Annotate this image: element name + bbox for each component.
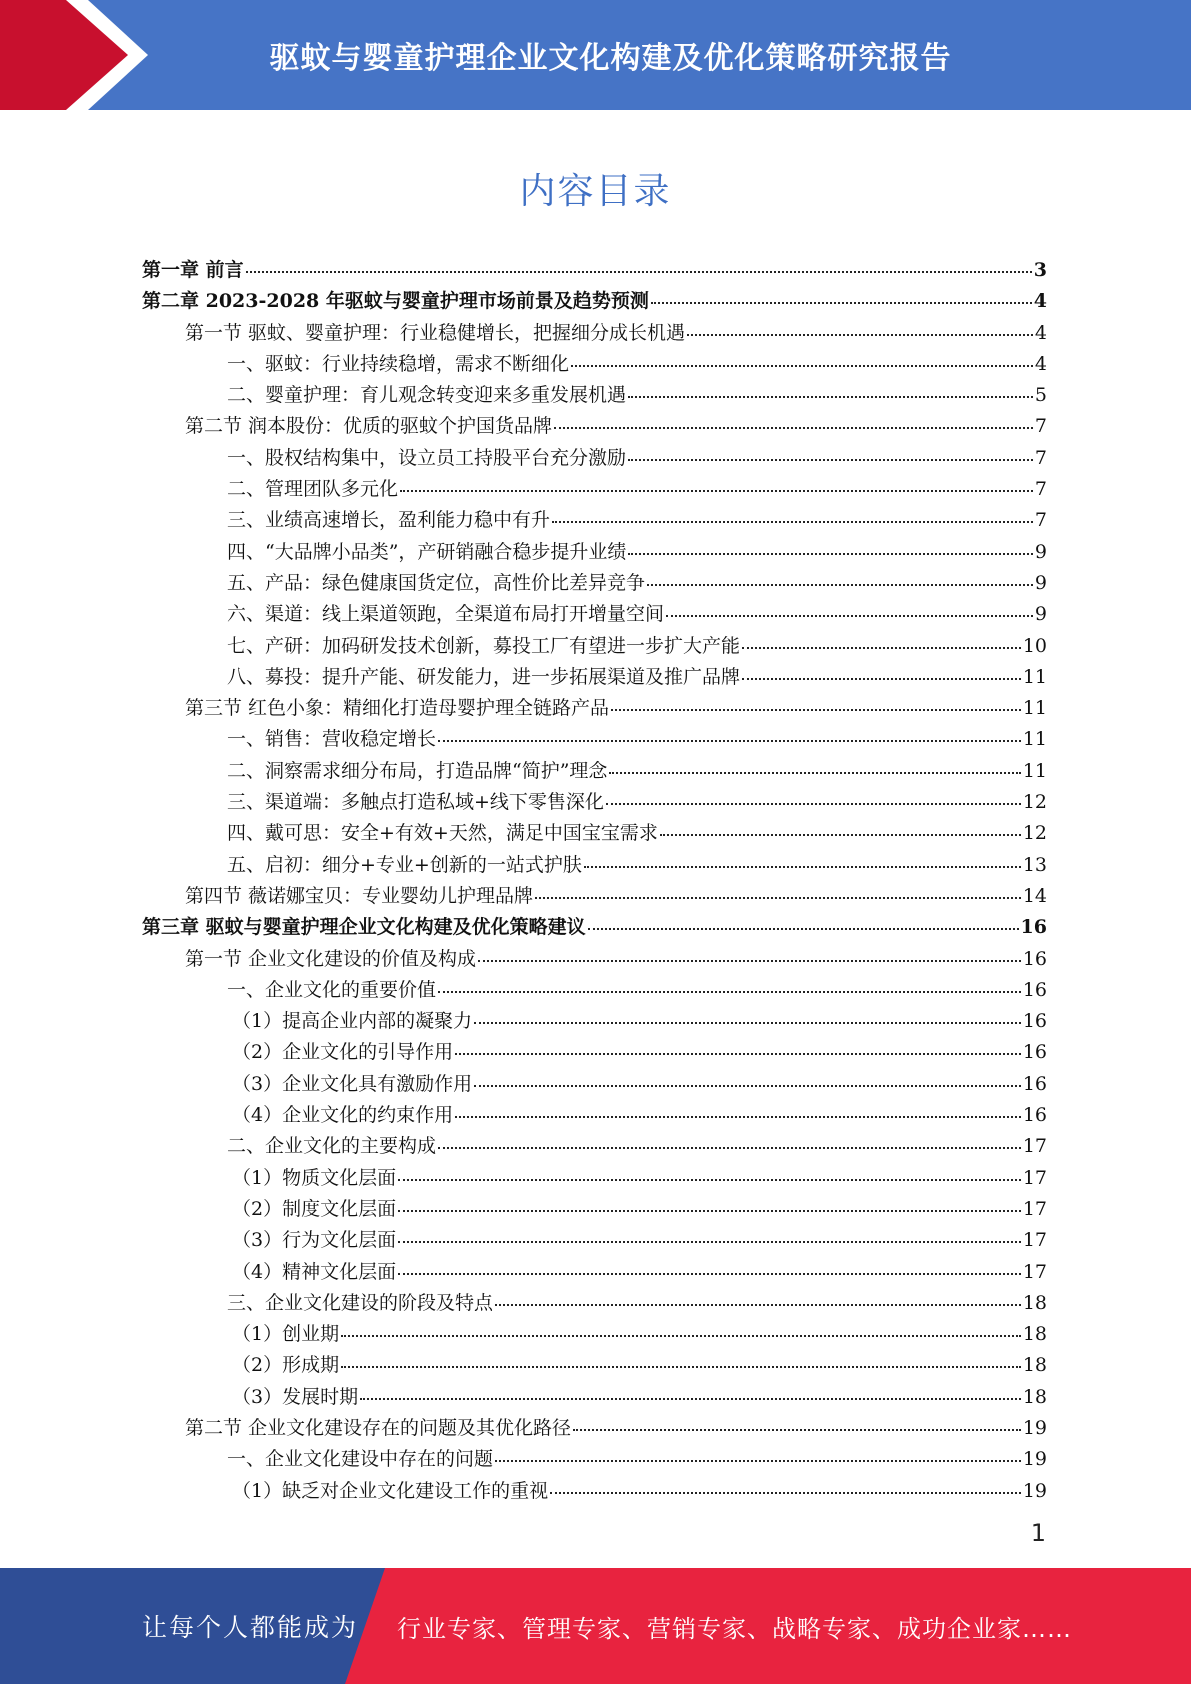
toc-entry-title: （1）提高企业内部的凝聚力	[232, 1010, 473, 1033]
toc-dot-leader	[455, 1053, 1021, 1055]
toc-dot-leader	[400, 490, 1033, 492]
toc-entry-title: 一、驱蚊：行业持续稳增，需求不断细化	[227, 352, 570, 375]
toc-dot-leader	[584, 866, 1021, 868]
toc-entry[interactable]	[142, 1069, 1047, 1100]
toc-entry[interactable]	[142, 662, 1047, 693]
toc-entry-page: 10	[1022, 634, 1047, 657]
toc-entry-title: （2）形成期	[232, 1354, 340, 1377]
toc-entry-page: 7	[1034, 478, 1047, 501]
toc-entry[interactable]	[142, 1100, 1047, 1131]
toc-entry-page: 19	[1022, 1448, 1047, 1471]
toc-dot-leader	[742, 647, 1021, 649]
toc-entry-page: 17	[1022, 1260, 1047, 1283]
toc-entry-page: 12	[1022, 791, 1047, 814]
toc-entry-title: 八、募投：提升产能、研发能力，进一步拓展渠道及推广品牌	[227, 665, 741, 688]
toc-entry[interactable]	[142, 850, 1047, 881]
toc-dot-leader	[609, 772, 1020, 774]
toc-entry[interactable]	[142, 724, 1047, 755]
toc-dot-leader	[550, 1492, 1021, 1494]
toc-entry-title: （4）精神文化层面	[232, 1260, 397, 1283]
toc-entry-page: 16	[1022, 947, 1047, 970]
toc-dot-leader	[398, 1210, 1021, 1212]
toc-entry-page: 9	[1034, 603, 1047, 626]
toc-entry-page: 19	[1022, 1479, 1047, 1502]
toc-dot-leader	[341, 1335, 1021, 1337]
table-of-contents	[142, 255, 1047, 1507]
toc-entry-page: 4	[1034, 352, 1047, 375]
toc-dot-leader	[438, 1147, 1021, 1149]
toc-dot-leader	[495, 1460, 1021, 1462]
toc-entry-title: 六、渠道：线上渠道领跑，全渠道布局打开增量空间	[227, 603, 665, 626]
toc-entry-title: 三、业绩高速增长，盈利能力稳中有升	[227, 509, 551, 532]
toc-entry-page: 16	[1022, 978, 1047, 1001]
toc-dot-leader	[571, 365, 1033, 367]
toc-entry-title: 二、管理团队多元化	[227, 478, 399, 501]
toc-entry-page: 16	[1022, 1104, 1047, 1127]
toc-entry-page: 4	[1033, 290, 1047, 313]
toc-entry-page: 7	[1034, 415, 1047, 438]
toc-entry[interactable]	[142, 1413, 1047, 1444]
toc-entry-title: 第一节 驱蚊、婴童护理：行业稳健增长，把握细分成长机遇	[185, 321, 686, 344]
toc-entry[interactable]	[142, 1194, 1047, 1225]
toc-entry-title: （4）企业文化的约束作用	[232, 1104, 454, 1127]
toc-entry-title: 二、婴童护理：育儿观念转变迎来多重发展机遇	[227, 384, 627, 407]
toc-entry-title: （2）制度文化层面	[232, 1197, 397, 1220]
toc-entry-page: 9	[1034, 540, 1047, 563]
toc-entry-title: 二、洞察需求细分布局，打造品牌“简护”理念	[227, 759, 608, 782]
toc-entry[interactable]	[142, 286, 1047, 317]
toc-entry-page: 11	[1022, 759, 1047, 782]
toc-entry-title: 三、渠道端：多触点打造私域+线下零售深化	[227, 791, 604, 814]
toc-entry[interactable]	[142, 443, 1047, 474]
toc-entry[interactable]	[142, 1257, 1047, 1288]
toc-entry-page: 17	[1022, 1166, 1047, 1189]
toc-entry-page: 7	[1034, 446, 1047, 469]
toc-entry-page: 11	[1022, 665, 1047, 688]
toc-entry[interactable]	[142, 787, 1047, 818]
toc-entry-page: 16	[1022, 1010, 1047, 1033]
toc-entry[interactable]	[142, 349, 1047, 380]
toc-entry-title: 二、企业文化的主要构成	[227, 1135, 437, 1158]
report-title: 驱蚊与婴童护理企业文化构建及优化策略研究报告	[269, 41, 952, 76]
toc-entry-title: （2）企业文化的引导作用	[232, 1041, 454, 1064]
toc-entry-page: 18	[1022, 1385, 1047, 1408]
toc-entry-title: 一、销售：营收稳定增长	[227, 728, 437, 751]
toc-dot-leader	[628, 396, 1033, 398]
toc-entry-title: （3）行为文化层面	[232, 1229, 397, 1252]
toc-entry-page: 7	[1034, 509, 1047, 532]
toc-entry[interactable]	[142, 1163, 1047, 1194]
toc-dot-leader	[455, 1116, 1021, 1118]
header-banner	[0, 0, 1191, 110]
toc-entry[interactable]	[142, 1350, 1047, 1381]
toc-entry-page: 18	[1022, 1354, 1047, 1377]
toc-entry-title: （1）缺乏对企业文化建设工作的重视	[232, 1479, 549, 1502]
toc-dot-leader	[398, 1179, 1021, 1181]
toc-dot-leader	[573, 1429, 1021, 1431]
toc-dot-leader	[552, 521, 1033, 523]
page-number: 1	[1030, 1519, 1046, 1547]
toc-entry[interactable]	[142, 975, 1047, 1006]
toc-entry-page: 14	[1022, 884, 1047, 907]
toc-dot-leader	[398, 1241, 1021, 1243]
toc-dot-leader	[535, 897, 1021, 899]
toc-entry[interactable]	[142, 1006, 1047, 1037]
toc-dot-leader	[647, 584, 1033, 586]
toc-entry-title: 三、企业文化建设的阶段及特点	[227, 1291, 494, 1314]
toc-entry-title: （1）物质文化层面	[232, 1166, 397, 1189]
toc-dot-leader	[660, 834, 1021, 836]
toc-dot-leader	[495, 1304, 1021, 1306]
toc-entry-title: 五、启初：细分+专业+创新的一站式护肤	[227, 853, 582, 876]
footer-banner	[0, 1568, 1191, 1684]
footer-slogan-left: 让每个人都能成为	[142, 1613, 359, 1642]
toc-entry[interactable]	[142, 474, 1047, 505]
toc-entry[interactable]	[142, 756, 1047, 787]
toc-dot-leader	[687, 334, 1033, 336]
toc-entry-title: 第四节 薇诺娜宝贝：专业婴幼儿护理品牌	[185, 884, 534, 907]
toc-entry-page: 17	[1022, 1229, 1047, 1252]
toc-entry[interactable]	[142, 411, 1047, 442]
toc-entry-page: 5	[1034, 384, 1047, 407]
toc-dot-leader	[478, 960, 1021, 962]
toc-entry[interactable]	[142, 380, 1047, 411]
toc-entry-page: 9	[1034, 571, 1047, 594]
toc-entry[interactable]	[142, 255, 1047, 286]
toc-entry[interactable]	[142, 912, 1047, 943]
toc-entry[interactable]	[142, 944, 1047, 975]
toc-entry-title: 七、产研：加码研发技术创新，募投工厂有望进一步扩大产能	[227, 634, 741, 657]
toc-entry[interactable]	[142, 631, 1047, 662]
toc-dot-leader	[554, 427, 1033, 429]
toc-dot-leader	[611, 709, 1021, 711]
toc-dot-leader	[474, 1085, 1021, 1087]
toc-entry[interactable]	[142, 599, 1047, 630]
toc-entry-page: 12	[1022, 822, 1047, 845]
toc-entry-title: 第三节 红色小象：精细化打造母婴护理全链路产品	[185, 697, 610, 720]
toc-entry-page: 11	[1022, 697, 1047, 720]
footer-slogan-right: 行业专家、管理专家、营销专家、战略专家、成功企业家……	[397, 1614, 1072, 1643]
toc-entry-title: 一、企业文化的重要价值	[227, 978, 437, 1001]
toc-dot-leader	[628, 459, 1033, 461]
toc-entry-title: 一、企业文化建设中存在的问题	[227, 1448, 494, 1471]
toc-entry-page: 18	[1022, 1291, 1047, 1314]
toc-dot-leader	[246, 271, 1032, 273]
toc-entry-page: 3	[1033, 259, 1047, 281]
toc-entry[interactable]	[142, 818, 1047, 849]
toc-dot-leader	[438, 740, 1021, 742]
toc-entry-title: 一、股权结构集中，设立员工持股平台充分激励	[227, 446, 627, 469]
toc-heading: 内容目录	[519, 171, 672, 212]
toc-entry-title: 五、产品：绿色健康国货定位，高性价比差异竞争	[227, 571, 646, 594]
toc-entry-page: 19	[1022, 1416, 1047, 1439]
toc-entry[interactable]	[142, 1319, 1047, 1350]
toc-entry[interactable]	[142, 1225, 1047, 1256]
toc-dot-leader	[651, 302, 1032, 304]
toc-entry-title: 第二章 2023-2028 年驱蚊与婴童护理市场前景及趋势预测	[142, 290, 649, 313]
toc-entry-page: 13	[1022, 853, 1047, 876]
toc-entry-title: 四、“大品牌小品类”，产研销融合稳步提升业绩	[227, 540, 627, 563]
toc-entry-page: 16	[1020, 916, 1047, 939]
toc-entry-title: 四、戴可思：安全+有效+天然，满足中国宝宝需求	[227, 822, 658, 845]
toc-entry-title: 第二节 润本股份：优质的驱蚊个护国货品牌	[185, 415, 553, 438]
toc-entry-title: 第三章 驱蚊与婴童护理企业文化构建及优化策略建议	[142, 916, 586, 939]
toc-entry[interactable]	[142, 881, 1047, 912]
toc-entry[interactable]	[142, 1037, 1047, 1068]
toc-entry-page: 18	[1022, 1323, 1047, 1346]
toc-entry[interactable]	[142, 568, 1047, 599]
toc-entry-page: 16	[1022, 1041, 1047, 1064]
toc-entry-title: （3）发展时期	[232, 1385, 359, 1408]
toc-entry-title: 第一章 前言	[142, 259, 244, 281]
toc-entry-title: 第一节 企业文化建设的价值及构成	[185, 947, 477, 970]
toc-dot-leader	[606, 803, 1021, 805]
toc-entry[interactable]	[142, 1382, 1047, 1413]
toc-entry-title: 第二节 企业文化建设存在的问题及其优化路径	[185, 1416, 572, 1439]
toc-entry-title: （3）企业文化具有激励作用	[232, 1072, 473, 1095]
toc-entry-page: 4	[1034, 321, 1047, 344]
toc-entry[interactable]	[142, 1288, 1047, 1319]
toc-entry[interactable]	[142, 1131, 1047, 1162]
toc-dot-leader	[398, 1273, 1021, 1275]
toc-entry[interactable]	[142, 537, 1047, 568]
toc-entry-page: 17	[1022, 1197, 1047, 1220]
toc-entry[interactable]	[142, 1444, 1047, 1475]
toc-dot-leader	[588, 928, 1019, 930]
toc-dot-leader	[474, 1022, 1021, 1024]
toc-entry[interactable]	[142, 693, 1047, 724]
toc-entry[interactable]	[142, 318, 1047, 349]
toc-dot-leader	[742, 678, 1021, 680]
toc-dot-leader	[666, 615, 1033, 617]
toc-entry[interactable]	[142, 1476, 1047, 1507]
toc-entry[interactable]	[142, 505, 1047, 536]
toc-dot-leader	[341, 1366, 1021, 1368]
toc-entry-page: 17	[1022, 1135, 1047, 1158]
toc-dot-leader	[438, 991, 1021, 993]
toc-dot-leader	[360, 1398, 1021, 1400]
toc-dot-leader	[628, 553, 1032, 555]
toc-entry-title: （1）创业期	[232, 1323, 340, 1346]
toc-entry-page: 16	[1022, 1072, 1047, 1095]
toc-entry-page: 11	[1022, 728, 1047, 751]
